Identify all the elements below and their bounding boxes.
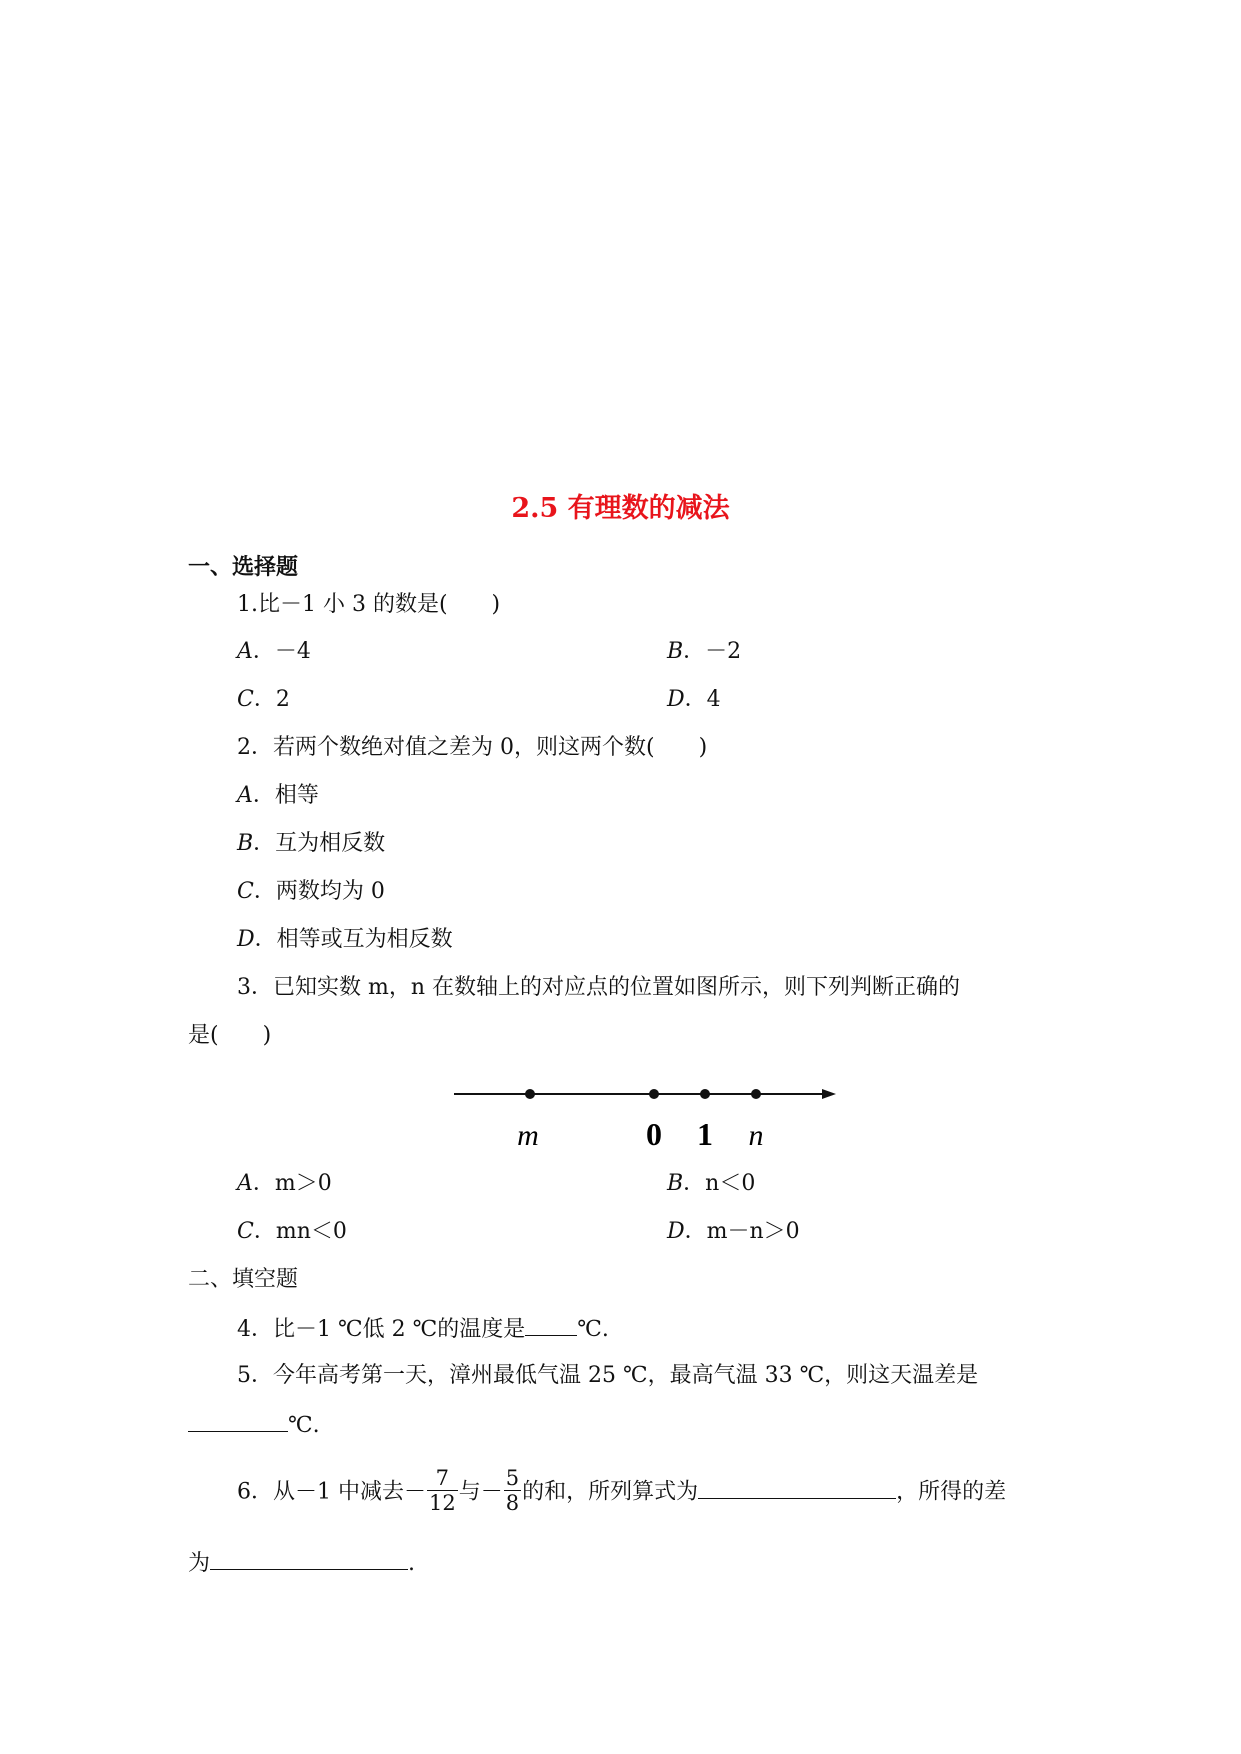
q1-option-d	[667, 685, 721, 715]
q3-option-c	[237, 1217, 347, 1247]
q2-option-c	[237, 877, 385, 907]
option-letter: D	[667, 687, 685, 712]
question-6-line1	[237, 1468, 1006, 1517]
page-title: 2.5 有理数的减法	[511, 493, 730, 524]
q6-text-2: 与－	[458, 1479, 503, 1505]
question-3-stem-line1: 3．已知实数 m，n 在数轴上的对应点的位置如图所示，则下列判断正确的	[237, 975, 961, 1000]
option-text: ．－4	[252, 639, 311, 664]
option-text: ．m－n＞0	[684, 1219, 800, 1244]
option-text: ．m＞0	[252, 1171, 332, 1196]
option-letter: B	[667, 1171, 684, 1196]
option-letter: C	[237, 1219, 254, 1244]
option-text: ．n＜0	[683, 1171, 756, 1196]
point-zero	[649, 1089, 659, 1099]
fraction-seven-twelfths	[427, 1466, 458, 1515]
section-heading-choice: 一、选择题	[188, 554, 299, 580]
q2-option-a	[237, 781, 319, 811]
option-letter: A	[237, 639, 253, 664]
question-5-line1: 5．今年高考第一天，漳州最低气温 25 ℃，最高气温 33 ℃，则这天温差是	[237, 1363, 979, 1388]
q4-text: 4．比－1 ℃低 2 ℃的温度是	[237, 1317, 526, 1342]
q1-option-a	[237, 637, 311, 667]
label-one: 1	[697, 1116, 713, 1152]
number-line-figure	[450, 1075, 840, 1165]
label-n: n	[748, 1119, 764, 1152]
option-letter: C	[237, 687, 254, 712]
q6-text-1: 6．从－1 中减去－	[237, 1479, 426, 1505]
option-letter: B	[237, 831, 254, 856]
option-letter: D	[237, 927, 255, 952]
label-m: m	[517, 1119, 539, 1152]
question-6-line2	[188, 1547, 415, 1579]
question-4	[237, 1313, 609, 1345]
frac2-numerator: 5	[505, 1466, 520, 1490]
axis-arrow-icon	[822, 1089, 836, 1099]
q1-option-c	[237, 685, 290, 715]
point-m	[525, 1089, 535, 1099]
q6-text-3: 的和，所列算式为	[522, 1479, 699, 1505]
option-text: ．2	[253, 687, 290, 712]
frac1-numerator: 7	[427, 1466, 458, 1491]
q2-option-b	[237, 829, 385, 859]
q1-option-b	[667, 637, 741, 667]
q4-unit: ℃.	[577, 1317, 609, 1342]
option-text: ．互为相反数	[253, 831, 386, 856]
label-zero: 0	[646, 1116, 662, 1152]
option-letter: A	[237, 1171, 253, 1196]
question-3-stem-line2: 是( )	[188, 1023, 272, 1048]
question-2-stem: 2．若两个数绝对值之差为 0，则这两个数( )	[237, 735, 708, 760]
point-n	[751, 1089, 761, 1099]
frac1-denominator: 12	[429, 1491, 456, 1515]
question-1-stem: 1.比－1 小 3 的数是( )	[237, 592, 501, 617]
option-text: ．4	[684, 687, 721, 712]
option-text: ．相等或互为相反数	[254, 927, 453, 952]
q3-option-b	[667, 1169, 755, 1199]
section-heading-fill: 二、填空题	[188, 1267, 299, 1292]
q5-answer-blank[interactable]	[188, 1409, 288, 1432]
option-text: ．相等	[252, 783, 319, 808]
q3-option-a	[237, 1169, 332, 1199]
q6-line2-prefix: 为	[188, 1551, 211, 1576]
q6-line2-suffix: .	[408, 1551, 416, 1576]
option-text: ．－2	[683, 639, 742, 664]
option-text: ．两数均为 0	[253, 879, 385, 904]
q5-unit: ℃.	[288, 1413, 320, 1438]
fraction-five-eighths	[504, 1466, 521, 1515]
option-letter: C	[237, 879, 254, 904]
q6-text-4: ，所得的差	[896, 1479, 1007, 1505]
frac2-denominator: 8	[505, 1491, 520, 1515]
question-5-line2	[188, 1409, 320, 1441]
q4-answer-blank[interactable]	[525, 1313, 577, 1336]
q6-expression-blank[interactable]	[698, 1476, 896, 1499]
q2-option-d	[237, 925, 453, 955]
q6-difference-blank[interactable]	[210, 1547, 408, 1570]
option-letter: A	[237, 783, 253, 808]
option-text: ．mn＜0	[253, 1219, 347, 1244]
point-one	[700, 1089, 710, 1099]
option-letter: D	[667, 1219, 685, 1244]
option-letter: B	[667, 639, 684, 664]
q3-option-d	[667, 1217, 800, 1247]
